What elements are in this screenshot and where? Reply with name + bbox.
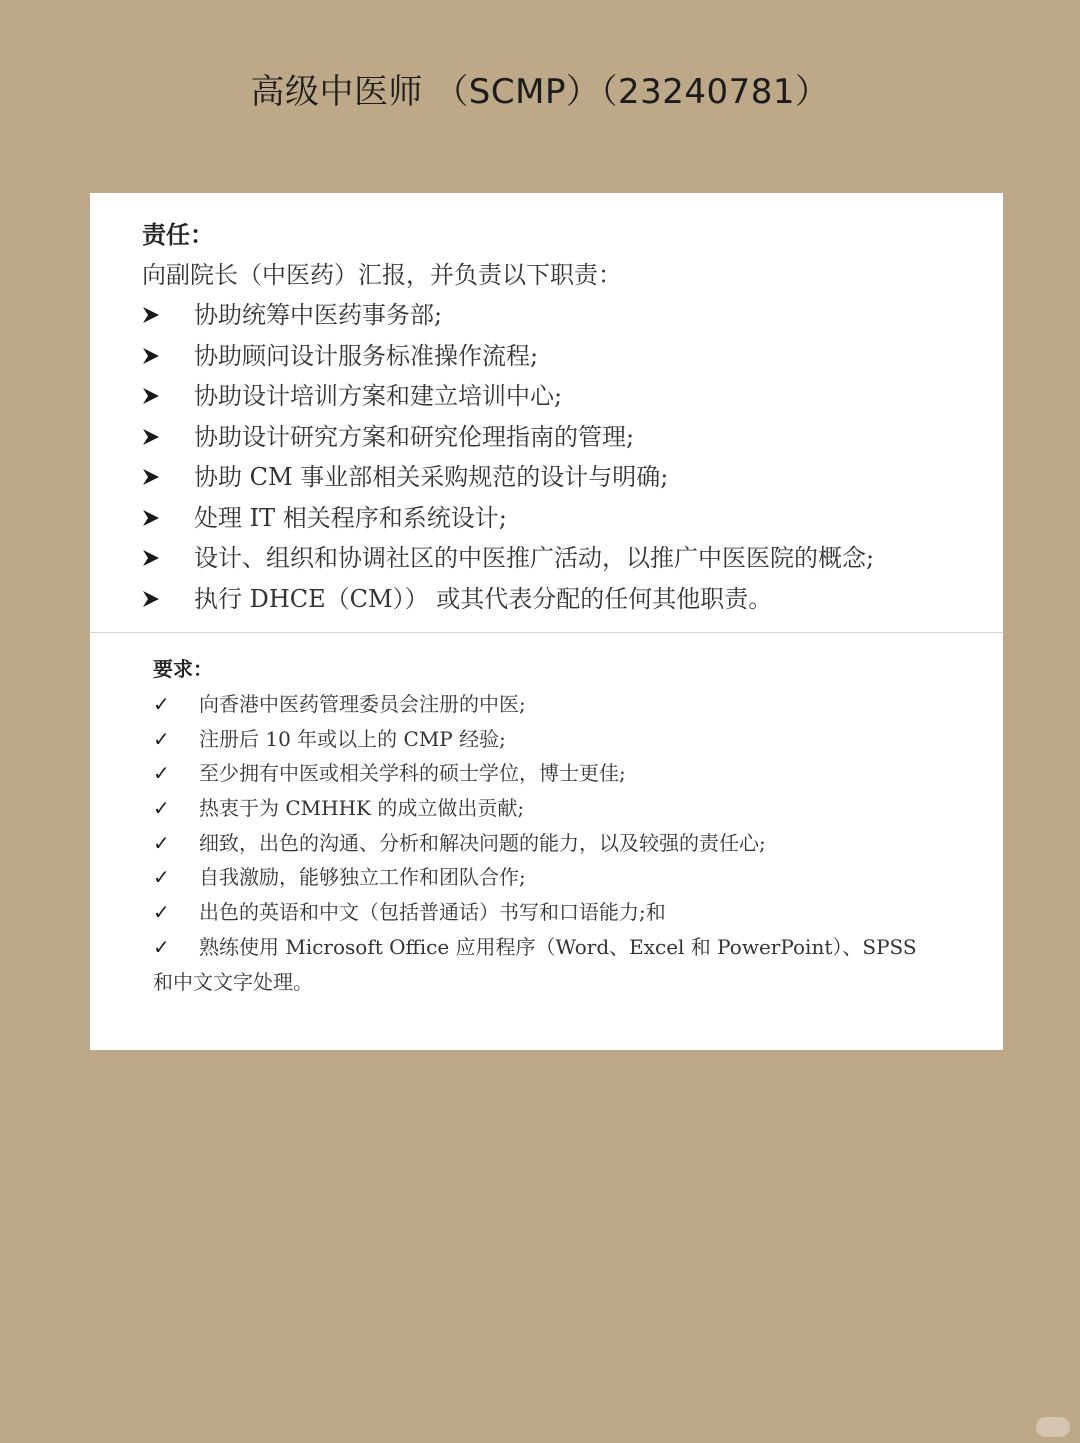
requirement-item bbox=[153, 756, 973, 791]
responsibility-item bbox=[142, 498, 982, 539]
requirements-list bbox=[153, 687, 973, 965]
watermark-badge bbox=[1036, 1417, 1070, 1437]
checkmark-icon: ✓ bbox=[153, 796, 170, 821]
arrowhead-bullet-icon bbox=[142, 428, 194, 446]
checkmark-icon: ✓ bbox=[153, 761, 170, 786]
requirement-text: 出色的英语和中文（包括普通话）书写和口语能力;和 bbox=[199, 900, 666, 925]
responsibility-text: 设计、组织和协调社区的中医推广活动，以推广中医医院的概念; bbox=[194, 544, 875, 572]
responsibility-item bbox=[142, 538, 982, 579]
checkmark-icon: ✓ bbox=[153, 830, 170, 855]
requirement-text: 热衷于为 CMHHK 的成立做出贡献; bbox=[199, 796, 525, 821]
requirement-text: 自我激励，能够独立工作和团队合作; bbox=[199, 865, 526, 890]
responsibility-item bbox=[142, 417, 982, 458]
responsibility-text: 协助统筹中医药事务部; bbox=[194, 301, 443, 329]
requirement-text: 至少拥有中医或相关学科的硕士学位，博士更佳; bbox=[199, 761, 626, 786]
responsibility-item bbox=[142, 579, 982, 620]
checkmark-icon: ✓ bbox=[153, 900, 170, 925]
requirement-item bbox=[153, 687, 973, 722]
requirement-item bbox=[153, 826, 973, 861]
responsibility-item bbox=[142, 376, 982, 417]
responsibilities-section bbox=[142, 215, 982, 619]
requirement-item bbox=[153, 791, 973, 826]
responsibility-text: 协助设计培训方案和建立培训中心; bbox=[194, 382, 563, 410]
responsibility-text: 协助设计研究方案和研究伦理指南的管理; bbox=[194, 422, 635, 451]
requirement-text: 熟练使用 Microsoft Office 应用程序（Word、Excel 和 PowerPoint）、SPSS bbox=[199, 934, 917, 959]
requirement-item bbox=[153, 930, 973, 965]
responsibility-text: 协助顾问设计服务标准操作流程; bbox=[194, 341, 539, 370]
section-divider bbox=[90, 632, 1003, 633]
responsibility-text: 处理 IT 相关程序和系统设计; bbox=[194, 503, 507, 532]
checkmark-icon: ✓ bbox=[153, 934, 170, 959]
arrowhead-bullet-icon bbox=[142, 347, 194, 365]
arrowhead-bullet-icon bbox=[142, 468, 194, 486]
requirement-item bbox=[153, 722, 973, 757]
requirements-heading: 要求： bbox=[153, 657, 213, 681]
responsibilities-intro: 向副院长（中医药）汇报，并负责以下职责： bbox=[142, 261, 622, 289]
requirements-continuation: 和中文文字处理。 bbox=[153, 969, 313, 994]
arrowhead-bullet-icon bbox=[142, 590, 194, 608]
requirement-text: 细致，出色的沟通、分析和解决问题的能力，以及较强的责任心; bbox=[199, 830, 766, 855]
responsibilities-list bbox=[142, 295, 982, 619]
arrowhead-bullet-icon bbox=[142, 306, 194, 324]
responsibility-item bbox=[142, 457, 982, 498]
requirement-text: 向香港中医药管理委员会注册的中医; bbox=[199, 692, 526, 716]
responsibilities-heading: 责任： bbox=[142, 220, 214, 249]
requirement-item bbox=[153, 895, 973, 930]
requirement-item bbox=[153, 860, 973, 895]
checkmark-icon: ✓ bbox=[153, 726, 170, 751]
responsibility-item bbox=[142, 295, 982, 336]
requirements-section bbox=[153, 651, 973, 999]
job-description-card bbox=[90, 193, 1003, 1050]
responsibility-text: 执行 DHCE（CM）） 或其代表分配的任何其他职责。 bbox=[194, 584, 773, 613]
arrowhead-bullet-icon bbox=[142, 549, 194, 567]
checkmark-icon: ✓ bbox=[153, 865, 170, 890]
arrowhead-bullet-icon bbox=[142, 509, 194, 527]
arrowhead-bullet-icon bbox=[142, 387, 194, 405]
checkmark-icon: ✓ bbox=[153, 692, 170, 716]
responsibility-item bbox=[142, 336, 982, 377]
responsibility-text: 协助 CM 事业部相关采购规范的设计与明确; bbox=[194, 463, 669, 491]
page-title: 高级中医师 （SCMP）（23240781） bbox=[250, 72, 830, 112]
requirement-text: 注册后 10 年或以上的 CMP 经验; bbox=[199, 726, 506, 751]
